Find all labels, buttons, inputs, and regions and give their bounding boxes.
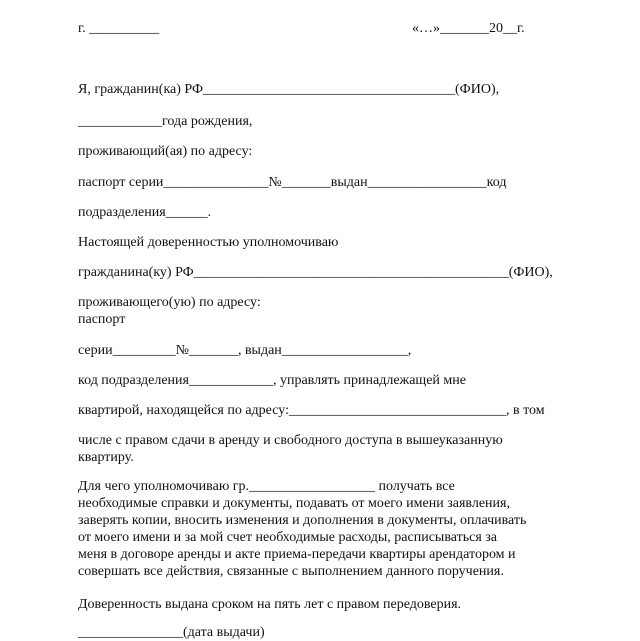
- principal-residence-label: проживающий(ая) по адресу:: [78, 144, 253, 159]
- issue-date-line: _______________(дата выдачи): [78, 625, 265, 640]
- principal-passport-line: паспорт серии_______________№_______выдан_________________код: [78, 175, 507, 190]
- purpose-line-6: совершать все действия, связанные с выполнением данного поручения.: [78, 564, 504, 579]
- principal-birth-line: ____________года рождения,: [78, 114, 253, 129]
- agent-series-line: серии_________№_______, выдан__________________,: [78, 343, 412, 358]
- agent-code-line: код подразделения____________, управлять принадлежащей мне: [78, 373, 466, 388]
- agent-residence-label: проживающего(ую) по адресу:: [78, 295, 261, 310]
- rights-line-1: числе с правом сдачи в аренду и свободного доступа в вышеуказанную: [78, 433, 503, 448]
- principal-citizen-line: Я, гражданин(ка) РФ____________________________________(ФИО),: [78, 82, 500, 97]
- purpose-line-1: Для чего уполномочиваю гр.__________________ получать все: [78, 479, 455, 494]
- city-field: г. __________: [78, 21, 160, 36]
- agent-passport-label: паспорт: [78, 312, 126, 327]
- principal-subdivision-line: подразделения______.: [78, 205, 212, 220]
- rights-line-2: квартиру.: [78, 450, 134, 465]
- purpose-line-3: заверять копии, вносить изменения и дополнения в документы, оплачивать: [78, 513, 527, 528]
- date-field: «…»_______20__г.: [412, 21, 525, 36]
- apartment-address-line: квартирой, находящейся по адресу:_______________________________, в том: [78, 403, 545, 418]
- term-line: Доверенность выдана сроком на пять лет с правом передоверия.: [78, 597, 462, 612]
- purpose-line-5: меня в договоре аренды и акте приема-передачи квартиры арендатором и: [78, 547, 516, 562]
- purpose-line-2: необходимые справки и документы, подавать от моего имени заявления,: [78, 496, 510, 511]
- purpose-line-4: от моего имени и за мой счет необходимые расходы, расписываться за: [78, 530, 498, 545]
- authorize-line: Настоящей доверенностью уполномочиваю: [78, 235, 339, 250]
- agent-citizen-line: гражданина(ку) РФ_____________________________________________(ФИО),: [78, 265, 553, 280]
